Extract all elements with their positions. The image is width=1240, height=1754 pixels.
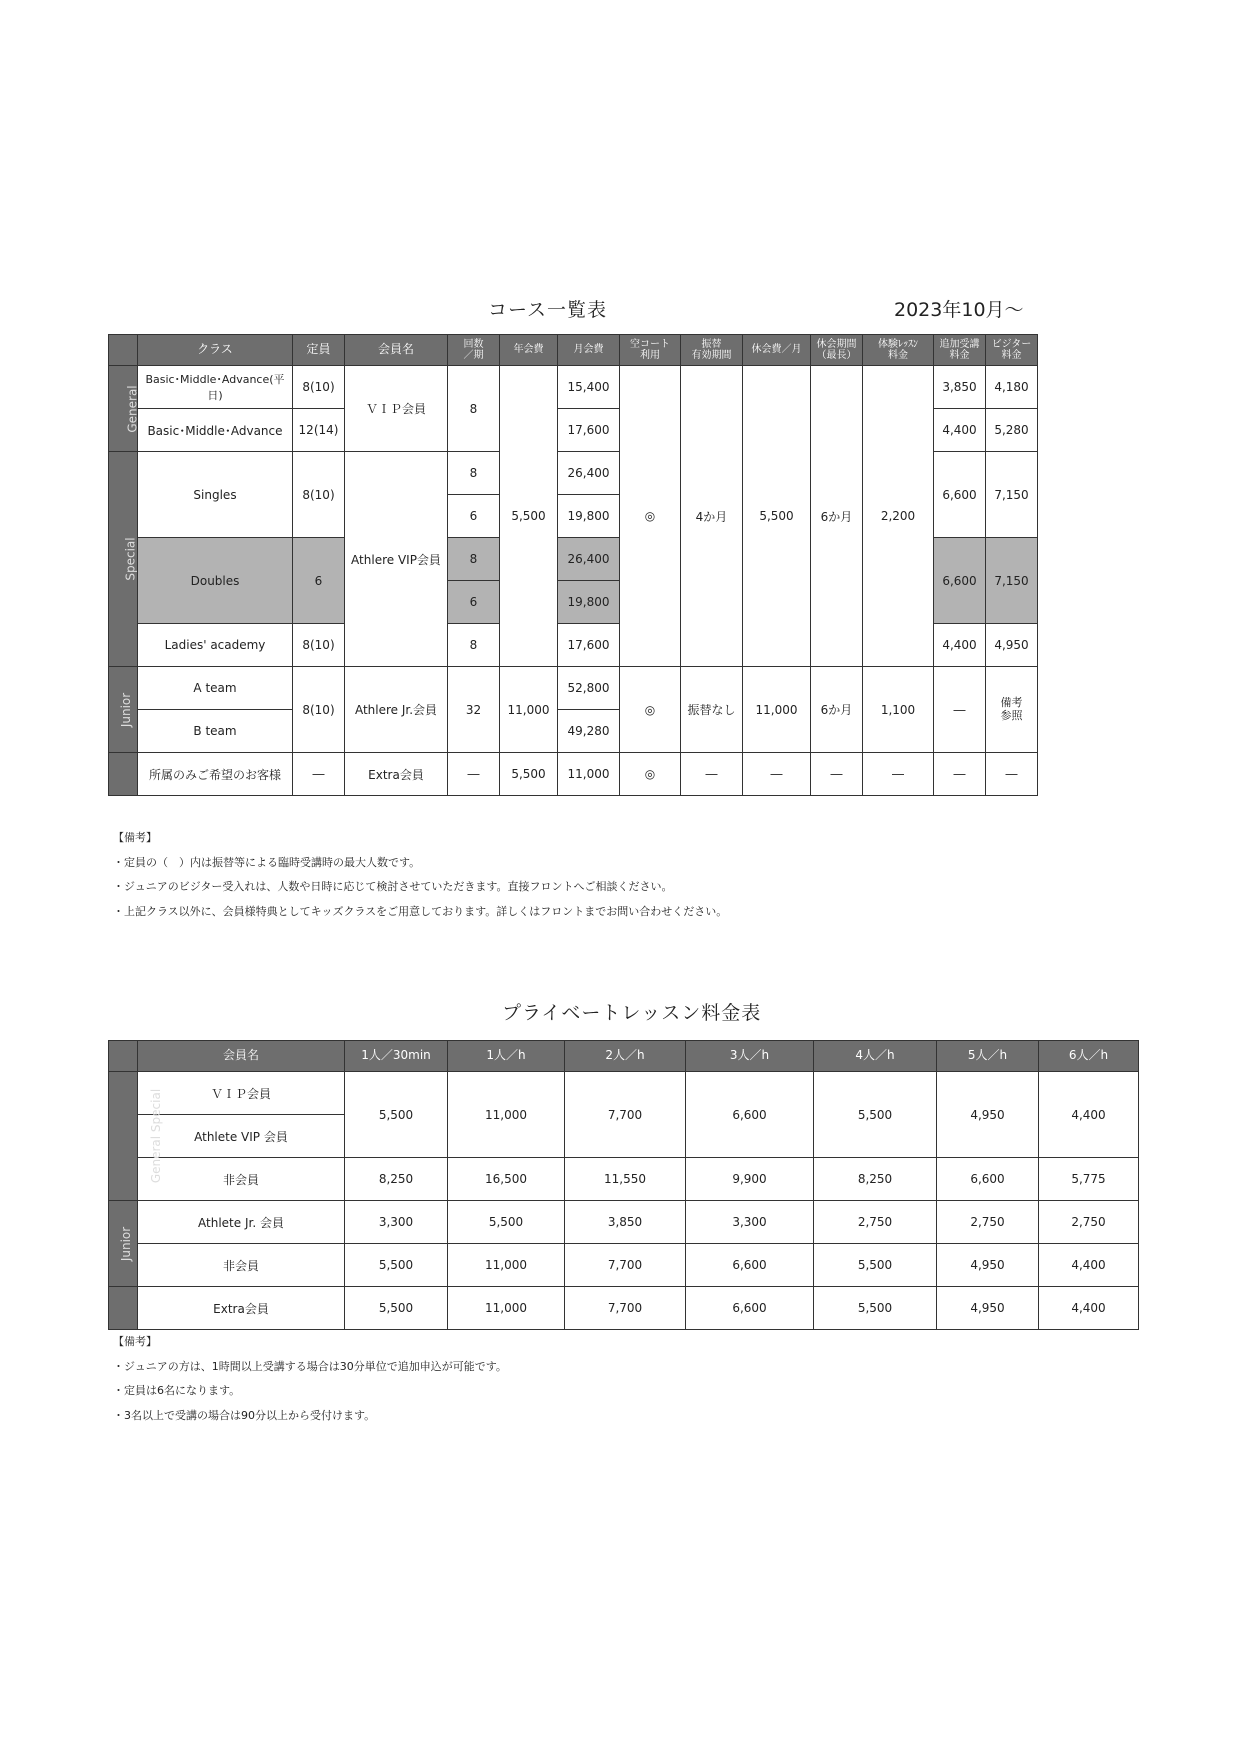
times-cell: 8 (448, 538, 500, 581)
group-junior: Junior (109, 667, 138, 753)
capacity-cell: 8(10) (293, 366, 345, 409)
class-a-team: A team (138, 667, 293, 710)
group-extra-blank (109, 753, 138, 796)
class-ladies: Ladies' academy (138, 624, 293, 667)
transfer-shared: 4か月 (681, 366, 743, 667)
member-extra: Extra会員 (345, 753, 448, 796)
extra-cell: 4,400 (934, 624, 986, 667)
price-cell: 7,700 (565, 1287, 686, 1330)
header-blank (109, 1041, 138, 1072)
price-cell: 4,400 (1039, 1244, 1139, 1287)
header-monthly: 月会費 (558, 335, 620, 366)
price-cell: 2,750 (1039, 1201, 1139, 1244)
header-price: 1人／30min (345, 1041, 448, 1072)
transfer-cell: 振替なし (681, 667, 743, 753)
times-cell: 6 (448, 581, 500, 624)
course-table (108, 334, 1038, 796)
monthly-cell: 11,000 (558, 753, 620, 796)
header-rest-fee: 休会費／月 (743, 335, 811, 366)
header-times: 回数 ／期 (448, 335, 500, 366)
note-line: ・定員は6名になります。 (113, 1384, 241, 1397)
court-shared: ◎ (620, 366, 681, 667)
transfer-cell: ― (681, 753, 743, 796)
group-junior: Junior (109, 1201, 138, 1287)
extra-cell: 4,400 (934, 409, 986, 452)
court-cell: ◎ (620, 667, 681, 753)
header-visitor: ビジター 料金 (986, 335, 1038, 366)
extra-cell: 3,850 (934, 366, 986, 409)
annual-cell: 11,000 (500, 667, 558, 753)
extra-cell: ― (934, 753, 986, 796)
capacity-cell: 8(10) (293, 624, 345, 667)
price-cell: 11,000 (448, 1244, 565, 1287)
course-table-title: コース一覧表 (488, 299, 608, 321)
price-cell: 5,500 (814, 1287, 937, 1330)
note-heading: 【備考】 (113, 831, 157, 844)
header-capacity: 定員 (293, 335, 345, 366)
header-transfer: 振替 有効期間 (681, 335, 743, 366)
course-notes (113, 826, 727, 924)
extra-cell: ― (934, 667, 986, 753)
group-extra-blank (109, 1287, 138, 1330)
price-cell: 3,300 (345, 1201, 448, 1244)
annual-cell: 5,500 (500, 753, 558, 796)
member-vip: ＶＩＰ会員 (345, 366, 448, 452)
rest-period-shared: 6か月 (811, 366, 863, 667)
rest-fee-cell: ― (743, 753, 811, 796)
monthly-cell: 15,400 (558, 366, 620, 409)
monthly-cell: 26,400 (558, 452, 620, 495)
monthly-cell: 19,800 (558, 495, 620, 538)
member-athlere-jr: Athlere Jr.会員 (345, 667, 448, 753)
note-line: ・定員の（ ）内は振替等による臨時受講時の最大人数です。 (113, 855, 421, 869)
price-cell: 5,500 (814, 1072, 937, 1158)
rest-period-cell: ― (811, 753, 863, 796)
price-cell: 4,950 (937, 1244, 1039, 1287)
member-non: 非会員 (138, 1244, 345, 1287)
times-cell: 32 (448, 667, 500, 753)
table-row (109, 1072, 1139, 1115)
private-header-row (109, 1041, 1139, 1072)
price-cell: 5,500 (345, 1244, 448, 1287)
rest-fee-cell: 11,000 (743, 667, 811, 753)
trial-cell: 1,100 (863, 667, 934, 753)
header-class: クラス (138, 335, 293, 366)
annual-fee-shared: 5,500 (500, 366, 558, 667)
header-member: 会員名 (345, 335, 448, 366)
member-athlere-vip: Athlere VIP会員 (345, 452, 448, 667)
price-cell: 9,900 (686, 1158, 814, 1201)
member-vip: ＶＩＰ会員 (138, 1072, 345, 1115)
class-doubles: Doubles (138, 538, 293, 624)
note-line: ・3名以上で受講の場合は90分以上から受付けます。 (113, 1408, 376, 1422)
rest-period-cell: 6か月 (811, 667, 863, 753)
extra-cell: 6,600 (934, 452, 986, 538)
member-athlete-vip: Athlete VIP 会員 (138, 1115, 345, 1158)
visitor-cell: 7,150 (986, 452, 1038, 538)
note-line: ・上記クラス以外に、会員様特典としてキッズクラスをご用意しております。詳しくはフロントまでお問い合わせください。 (113, 904, 728, 918)
class-singles: Singles (138, 452, 293, 538)
times-cell: 8 (448, 366, 500, 452)
table-row (109, 1201, 1139, 1244)
times-cell: 8 (448, 624, 500, 667)
price-cell: 8,250 (814, 1158, 937, 1201)
note-heading: 【備考】 (113, 1335, 157, 1348)
header-price: 4人／h (814, 1041, 937, 1072)
header-extra: 追加受講 料金 (934, 335, 986, 366)
price-cell: 5,500 (345, 1072, 448, 1158)
private-lesson-table (108, 1040, 1139, 1330)
price-cell: 7,700 (565, 1072, 686, 1158)
header-trial: 体験ﾚｯｽﾝ 料金 (863, 335, 934, 366)
extra-cell: 6,600 (934, 538, 986, 624)
court-cell: ◎ (620, 753, 681, 796)
header-price: 6人／h (1039, 1041, 1139, 1072)
price-cell: 11,550 (565, 1158, 686, 1201)
class-extra: 所属のみご希望のお客様 (138, 753, 293, 796)
price-cell: 6,600 (937, 1158, 1039, 1201)
price-cell: 5,775 (1039, 1158, 1139, 1201)
course-period: 2023年10月～ (894, 299, 1024, 321)
monthly-cell: 52,800 (558, 667, 620, 710)
trial-cell: ― (863, 753, 934, 796)
header-blank (109, 335, 138, 366)
monthly-cell: 17,600 (558, 624, 620, 667)
price-cell: 3,300 (686, 1201, 814, 1244)
visitor-cell: 7,150 (986, 538, 1038, 624)
price-cell: 2,750 (814, 1201, 937, 1244)
visitor-cell: 4,180 (986, 366, 1038, 409)
member-athlete-jr: Athlete Jr. 会員 (138, 1201, 345, 1244)
table-row (109, 753, 1038, 796)
capacity-cell: 12(14) (293, 409, 345, 452)
private-table-title: プライベートレッスン料金表 (502, 1002, 762, 1024)
monthly-cell: 19,800 (558, 581, 620, 624)
rest-fee-shared: 5,500 (743, 366, 811, 667)
group-special: Special (109, 452, 138, 667)
member-extra: Extra会員 (138, 1287, 345, 1330)
capacity-cell: 6 (293, 538, 345, 624)
price-cell: 5,500 (345, 1287, 448, 1330)
table-row (109, 1287, 1139, 1330)
capacity-cell: ― (293, 753, 345, 796)
price-cell: 5,500 (814, 1244, 937, 1287)
trial-shared: 2,200 (863, 366, 934, 667)
visitor-cell: 5,280 (986, 409, 1038, 452)
header-court: 空コート 利用 (620, 335, 681, 366)
price-cell: 16,500 (448, 1158, 565, 1201)
class-cell: Basic･Middle･Advance (138, 409, 293, 452)
times-cell: 6 (448, 495, 500, 538)
class-b-team: B team (138, 710, 293, 753)
header-price: 1人／h (448, 1041, 565, 1072)
class-cell: Basic･Middle･Advance(平日) (138, 366, 293, 409)
capacity-cell: 8(10) (293, 667, 345, 753)
member-non: 非会員 (138, 1158, 345, 1201)
price-cell: 7,700 (565, 1244, 686, 1287)
header-member: 会員名 (138, 1041, 345, 1072)
times-cell: ― (448, 753, 500, 796)
visitor-cell: 4,950 (986, 624, 1038, 667)
group-general: General (109, 366, 138, 452)
times-cell: 8 (448, 452, 500, 495)
table-row (109, 366, 1038, 409)
price-cell: 6,600 (686, 1287, 814, 1330)
price-cell: 4,400 (1039, 1072, 1139, 1158)
price-cell: 6,600 (686, 1072, 814, 1158)
header-annual: 年会費 (500, 335, 558, 366)
price-cell: 2,750 (937, 1201, 1039, 1244)
monthly-cell: 17,600 (558, 409, 620, 452)
header-rest-period: 休会期間 （最長） (811, 335, 863, 366)
visitor-cell: 備考 参照 (986, 667, 1038, 753)
price-cell: 3,850 (565, 1201, 686, 1244)
visitor-cell: ― (986, 753, 1038, 796)
header-price: 5人／h (937, 1041, 1039, 1072)
capacity-cell: 8(10) (293, 452, 345, 538)
price-cell: 4,950 (937, 1072, 1039, 1158)
price-cell: 5,500 (448, 1201, 565, 1244)
table-row (109, 1244, 1139, 1287)
table-row (109, 1158, 1139, 1201)
note-line: ・ジュニアの方は、1時間以上受講する場合は30分単位で追加申込が可能です。 (113, 1359, 507, 1373)
course-header-row (109, 335, 1038, 366)
price-cell: 4,400 (1039, 1287, 1139, 1330)
price-cell: 8,250 (345, 1158, 448, 1201)
group-general-special: General Special (109, 1072, 138, 1201)
monthly-cell: 26,400 (558, 538, 620, 581)
price-cell: 4,950 (937, 1287, 1039, 1330)
private-notes (113, 1330, 507, 1428)
header-price: 3人／h (686, 1041, 814, 1072)
header-price: 2人／h (565, 1041, 686, 1072)
monthly-cell: 49,280 (558, 710, 620, 753)
price-cell: 11,000 (448, 1287, 565, 1330)
table-row (109, 667, 1038, 710)
note-line: ・ジュニアのビジター受入れは、人数や日時に応じて検討させていただきます。直接フロントへご相談ください。 (113, 880, 673, 893)
price-cell: 6,600 (686, 1244, 814, 1287)
price-cell: 11,000 (448, 1072, 565, 1158)
